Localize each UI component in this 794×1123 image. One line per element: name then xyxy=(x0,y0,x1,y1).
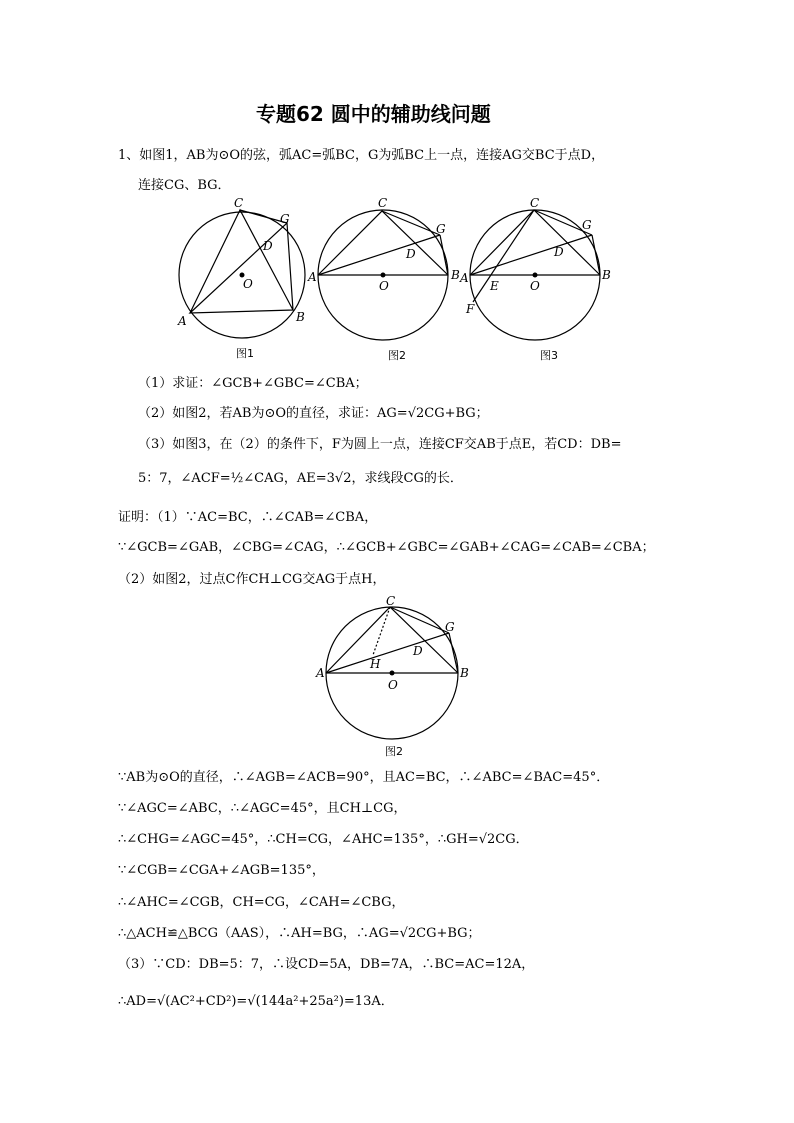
question-3a: （3）如图3，在（2）的条件下，F为圆上一点，连接CF交AB于点E，若CD：DB= xyxy=(138,437,622,452)
fig4-label-G: G xyxy=(445,620,455,634)
solution-line-1: 证明：（1）∵AC=BC，∴∠CAB=∠CBA， xyxy=(118,510,378,525)
fig2-label-C: C xyxy=(378,196,388,210)
fig3-label-D: D xyxy=(554,245,564,259)
fig1-label-D: D xyxy=(263,239,273,253)
fig4-label-C: C xyxy=(386,595,396,608)
solution-figure xyxy=(312,595,482,760)
fig1-label-O: O xyxy=(243,277,253,291)
fig4-label-O: O xyxy=(388,678,398,692)
solution-line-9: ∴△ACH≌△BCG（AAS），∴AH=BG，∴AG=√2CG+BG； xyxy=(118,926,481,941)
fig2-label-G: G xyxy=(436,222,446,236)
solution-line-11: ∴AD=√(AC²+CD²)=√(144a²+25a²)=13A． xyxy=(118,994,394,1009)
fig1-caption: 图1 xyxy=(236,347,254,360)
solution-line-7: ∵∠CGB=∠CGA+∠AGB=135°， xyxy=(118,863,325,878)
fig1-label-A: A xyxy=(178,314,187,328)
fig1-label-B: B xyxy=(296,310,305,324)
solution-line-10: （3）∵CD：DB=5：7，∴设CD=5A，DB=7A，∴BC=AC=12A， xyxy=(118,957,535,972)
fig4-label-B: B xyxy=(460,666,469,680)
fig4-label-D: D xyxy=(413,644,423,658)
solution-line-5: ∵∠AGC=∠ABC，∴∠AGC=45°，且CH⊥CG， xyxy=(118,801,407,816)
page-title: 专题62 圆中的辅助线问题 xyxy=(256,102,491,126)
fig3-label-O: O xyxy=(530,279,540,293)
fig3-label-E: E xyxy=(490,279,499,293)
question-1: （1）求证：∠GCB+∠GBC=∠CBA； xyxy=(138,376,368,391)
question-3b: 5：7，∠ACF=½∠CAG，AE=3√2，求线段CG的长． xyxy=(138,471,463,486)
problem-line-1: 1、如图1，AB为⊙O的弦，弧AC=弧BC，G为弧BC上一点，连接AG交BC于点D， xyxy=(118,148,605,163)
fig3-label-B: B xyxy=(602,268,611,282)
solution-line-3: （2）如图2，过点C作CH⊥CG交AG于点H， xyxy=(118,572,386,587)
solution-line-8: ∴∠AHC=∠CGB，CH=CG，∠CAH=∠CBG， xyxy=(118,895,405,910)
fig1-lines xyxy=(190,210,293,313)
fig1-label-G: G xyxy=(280,212,290,226)
fig2-caption: 图2 xyxy=(388,349,406,362)
fig4-caption: 图2 xyxy=(385,745,403,758)
fig2-label-A: A xyxy=(308,270,317,284)
solution-line-4: ∵AB为⊙O的直径，∴∠AGB=∠ACB=90°，且AC=BC，∴∠ABC=∠BAC=45°． xyxy=(118,770,610,785)
fig4-label-A: A xyxy=(316,666,325,680)
figures-row xyxy=(168,195,628,365)
fig3-caption: 图3 xyxy=(540,349,558,362)
fig2-label-D: D xyxy=(406,247,416,261)
fig3-label-F: F xyxy=(466,302,475,316)
fig3-label-A: A xyxy=(460,271,469,285)
solution-line-6: ∴∠CHG=∠AGC=45°，∴CH=CG，∠AHC=135°，∴GH=√2CG． xyxy=(118,832,529,847)
fig4-label-H: H xyxy=(370,657,381,671)
fig3-label-G: G xyxy=(582,218,592,232)
fig2-label-B: B xyxy=(451,268,460,282)
solution-line-2: ∵∠GCB=∠GAB，∠CBG=∠CAG，∴∠GCB+∠GBC=∠GAB+∠CAG=∠CAB=∠CBA； xyxy=(118,540,655,555)
fig2-label-O: O xyxy=(379,279,389,293)
problem-line-2: 连接CG、BG． xyxy=(138,178,231,193)
question-2: （2）如图2，若AB为⊙O的直径，求证：AG=√2CG+BG； xyxy=(138,406,489,421)
fig3-label-C: C xyxy=(530,196,540,210)
fig1-label-C: C xyxy=(234,196,244,210)
